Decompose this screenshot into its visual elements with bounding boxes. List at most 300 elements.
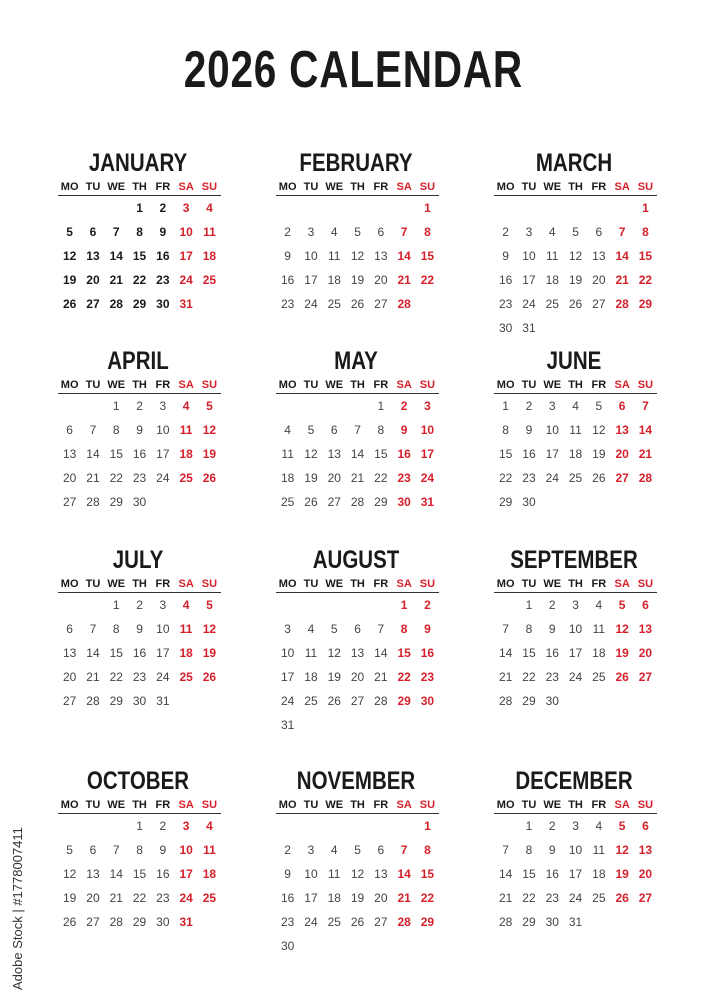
weekday-header: SU	[634, 378, 657, 394]
day-cell: 11	[328, 249, 341, 263]
month-name: JULY	[112, 546, 164, 574]
weekday-header: TU	[517, 180, 540, 196]
day-cell: 21	[498, 891, 513, 905]
day-cell: 5	[66, 225, 73, 239]
day-cell: 29	[132, 297, 147, 311]
day-cell: 10	[568, 843, 583, 857]
day-cell: 15	[109, 447, 123, 461]
day-cell: 6	[66, 423, 73, 437]
weekday-header: MO	[276, 798, 299, 814]
day-cell: 6	[89, 225, 97, 239]
day-cell: 23	[545, 670, 559, 684]
day-cell: 11	[203, 843, 216, 857]
stock-watermark: Adobe Stock | #1778007411	[10, 827, 25, 990]
day-cell: 18	[568, 447, 583, 461]
day-cell: 25	[592, 891, 606, 905]
day-cell: 20	[62, 670, 77, 684]
weekday-header: TH	[128, 180, 151, 196]
empty-cell	[276, 593, 299, 617]
day-cell: 2	[424, 598, 431, 612]
empty-cell	[323, 814, 346, 838]
day-cell: 19	[350, 273, 365, 287]
day-cell: 2	[400, 399, 408, 413]
day-cell: 10	[156, 622, 170, 636]
weekday-header: FR	[369, 577, 392, 593]
day-cell: 2	[548, 598, 556, 612]
weekday-header: WE	[541, 378, 564, 394]
day-cell: 26	[592, 471, 606, 485]
day-cell: 31	[522, 321, 536, 335]
month-name: SEPTEMBER	[510, 546, 638, 574]
weekday-header: TH	[128, 577, 151, 593]
day-cell: 8	[424, 225, 431, 239]
day-cell: 29	[397, 694, 411, 708]
day-cell: 8	[400, 622, 408, 636]
day-cell: 24	[156, 670, 170, 684]
empty-cell	[541, 196, 564, 220]
day-cell: 29	[638, 297, 653, 311]
month-august	[276, 545, 436, 737]
day-cell: 12	[615, 843, 629, 857]
weekday-header: WE	[323, 378, 346, 394]
weekday-header: WE	[541, 180, 564, 196]
day-cell: 6	[66, 622, 73, 636]
weekday-header: SA	[174, 378, 197, 394]
day-cell: 6	[330, 423, 338, 437]
day-cell: 30	[132, 495, 147, 509]
weekday-header: MO	[276, 378, 299, 394]
day-cell: 14	[374, 646, 388, 660]
weekday-header: SU	[416, 378, 439, 394]
day-cell: 8	[424, 843, 431, 857]
day-cell: 2	[525, 399, 533, 413]
day-cell: 19	[615, 867, 629, 881]
month-grid	[494, 577, 654, 713]
weekday-header: FR	[369, 378, 392, 394]
day-cell: 4	[206, 201, 213, 215]
day-cell: 21	[350, 471, 365, 485]
day-cell: 7	[89, 622, 97, 636]
day-cell: 26	[327, 694, 341, 708]
day-cell: 14	[397, 249, 411, 263]
day-cell: 16	[280, 273, 295, 287]
weekday-header: TH	[346, 577, 369, 593]
day-cell: 20	[615, 447, 629, 461]
empty-cell	[346, 196, 369, 220]
weekday-header: MO	[494, 798, 517, 814]
empty-cell	[276, 196, 299, 220]
day-cell: 22	[420, 891, 435, 905]
day-cell: 17	[156, 646, 170, 660]
day-cell: 26	[304, 495, 318, 509]
day-cell: 30	[545, 915, 559, 929]
day-cell: 23	[280, 297, 295, 311]
day-cell: 3	[307, 843, 315, 857]
empty-cell	[58, 593, 81, 617]
day-cell: 1	[136, 201, 143, 215]
day-cell: 24	[420, 471, 435, 485]
day-cell: 10	[179, 843, 193, 857]
day-cell: 19	[62, 891, 77, 905]
day-cell: 5	[206, 598, 213, 612]
day-cell: 30	[132, 694, 147, 708]
weekday-header: MO	[58, 577, 81, 593]
weekday-header: WE	[105, 798, 128, 814]
day-cell: 20	[86, 273, 100, 287]
day-cell: 23	[156, 891, 170, 905]
empty-cell	[346, 814, 369, 838]
day-cell: 2	[548, 819, 556, 833]
day-cell: 5	[618, 819, 626, 833]
day-cell: 6	[642, 819, 649, 833]
weekday-header: TH	[128, 798, 151, 814]
day-cell: 22	[522, 891, 536, 905]
day-cell: 14	[350, 447, 365, 461]
month-grid	[58, 378, 218, 514]
weekday-header: FR	[587, 798, 610, 814]
day-cell: 12	[304, 447, 318, 461]
day-cell: 2	[159, 819, 167, 833]
calendar-title: 2026 CALENDAR	[183, 41, 523, 99]
day-cell: 31	[280, 718, 295, 732]
day-cell: 9	[136, 622, 143, 636]
day-cell: 10	[280, 646, 295, 660]
empty-cell	[58, 814, 81, 838]
day-cell: 7	[618, 225, 626, 239]
day-cell: 14	[498, 867, 513, 881]
day-cell: 25	[202, 891, 217, 905]
weekday-header: FR	[151, 378, 174, 394]
empty-cell	[81, 593, 104, 617]
weekday-header: SA	[174, 180, 197, 196]
day-cell: 14	[638, 423, 653, 437]
day-cell: 15	[498, 447, 513, 461]
day-cell: 18	[592, 867, 606, 881]
month-name: DECEMBER	[515, 767, 633, 795]
day-cell: 16	[545, 867, 559, 881]
day-cell: 14	[498, 646, 513, 660]
day-cell: 7	[112, 225, 120, 239]
day-cell: 28	[86, 495, 100, 509]
day-cell: 9	[159, 225, 167, 239]
empty-cell	[564, 196, 587, 220]
day-cell: 8	[136, 225, 143, 239]
day-cell: 17	[522, 273, 536, 287]
day-cell: 12	[350, 867, 365, 881]
weekday-header: FR	[587, 378, 610, 394]
weekday-header: TH	[564, 798, 587, 814]
day-cell: 16	[156, 249, 170, 263]
day-cell: 28	[397, 915, 411, 929]
weekday-header: SA	[392, 180, 415, 196]
day-cell: 22	[420, 273, 435, 287]
month-grid	[494, 378, 654, 514]
day-cell: 29	[498, 495, 513, 509]
day-cell: 22	[522, 670, 536, 684]
day-cell: 29	[109, 495, 123, 509]
month-grid	[276, 798, 436, 958]
day-cell: 30	[522, 495, 536, 509]
day-cell: 18	[179, 646, 193, 660]
day-cell: 3	[424, 399, 431, 413]
day-cell: 14	[86, 646, 100, 660]
day-cell: 3	[525, 225, 533, 239]
day-cell: 13	[62, 447, 77, 461]
weekday-header: FR	[151, 577, 174, 593]
day-cell: 21	[638, 447, 653, 461]
empty-cell	[105, 814, 128, 838]
weekday-header: SU	[416, 180, 439, 196]
day-cell: 26	[62, 297, 77, 311]
day-cell: 22	[498, 471, 513, 485]
day-cell: 21	[109, 273, 123, 287]
weekday-header: TU	[299, 798, 322, 814]
day-cell: 9	[502, 249, 509, 263]
day-cell: 24	[545, 471, 559, 485]
day-cell: 10	[156, 423, 170, 437]
weekday-header: WE	[323, 577, 346, 593]
day-cell: 17	[179, 249, 193, 263]
day-cell: 22	[374, 471, 388, 485]
day-cell: 14	[109, 867, 123, 881]
empty-cell	[369, 593, 392, 617]
day-cell: 20	[374, 891, 388, 905]
weekday-header: SU	[198, 798, 221, 814]
day-cell: 3	[284, 622, 291, 636]
day-cell: 24	[522, 297, 536, 311]
empty-cell	[392, 196, 415, 220]
day-cell: 20	[592, 273, 606, 287]
day-cell: 26	[615, 670, 629, 684]
day-cell: 1	[377, 399, 385, 413]
day-cell: 19	[350, 891, 365, 905]
day-cell: 10	[304, 249, 318, 263]
day-cell: 9	[400, 423, 408, 437]
day-cell: 1	[112, 399, 120, 413]
weekday-header: WE	[323, 180, 346, 196]
day-cell: 11	[179, 423, 193, 437]
day-cell: 18	[280, 471, 295, 485]
day-cell: 27	[86, 297, 100, 311]
day-cell: 2	[136, 399, 143, 413]
day-cell: 15	[132, 249, 147, 263]
empty-cell	[299, 394, 322, 418]
day-cell: 18	[592, 646, 606, 660]
month-grid	[494, 798, 654, 934]
month-may	[276, 346, 436, 514]
day-cell: 2	[136, 598, 143, 612]
day-cell: 30	[156, 297, 170, 311]
day-cell: 9	[548, 622, 556, 636]
day-cell: 22	[109, 471, 123, 485]
day-cell: 25	[202, 273, 217, 287]
day-cell: 23	[498, 297, 513, 311]
day-cell: 4	[206, 819, 213, 833]
day-cell: 24	[156, 471, 170, 485]
day-cell: 13	[327, 447, 341, 461]
day-cell: 15	[420, 249, 435, 263]
weekday-header: SA	[392, 577, 415, 593]
day-cell: 6	[377, 225, 385, 239]
day-cell: 18	[304, 670, 318, 684]
weekday-header: WE	[541, 577, 564, 593]
day-cell: 20	[374, 273, 388, 287]
empty-cell	[81, 814, 104, 838]
weekday-header: FR	[587, 180, 610, 196]
empty-cell	[276, 814, 299, 838]
day-cell: 28	[109, 915, 123, 929]
day-cell: 22	[132, 891, 147, 905]
day-cell: 13	[638, 622, 653, 636]
day-cell: 25	[545, 297, 559, 311]
day-cell: 23	[522, 471, 536, 485]
day-cell: 4	[307, 622, 315, 636]
day-cell: 22	[132, 273, 147, 287]
day-cell: 28	[638, 471, 653, 485]
day-cell: 23	[132, 670, 147, 684]
day-cell: 30	[420, 694, 435, 708]
day-cell: 13	[350, 646, 365, 660]
weekday-header: TU	[299, 378, 322, 394]
day-cell: 5	[206, 399, 213, 413]
day-cell: 3	[307, 225, 315, 239]
day-cell: 26	[62, 915, 77, 929]
empty-cell	[323, 593, 346, 617]
day-cell: 21	[109, 891, 123, 905]
month-grid	[276, 378, 436, 514]
day-cell: 14	[397, 867, 411, 881]
day-cell: 31	[156, 694, 170, 708]
day-cell: 19	[327, 670, 341, 684]
day-cell: 7	[112, 843, 120, 857]
month-name: MARCH	[535, 149, 613, 177]
weekday-header: TU	[81, 798, 104, 814]
day-cell: 28	[498, 915, 513, 929]
day-cell: 4	[548, 225, 556, 239]
day-cell: 4	[182, 399, 190, 413]
empty-cell	[58, 196, 81, 220]
weekday-header: MO	[58, 378, 81, 394]
day-cell: 1	[502, 399, 509, 413]
day-cell: 25	[592, 670, 606, 684]
day-cell: 12	[615, 622, 629, 636]
day-cell: 11	[328, 867, 341, 881]
day-cell: 7	[502, 622, 509, 636]
day-cell: 16	[280, 891, 295, 905]
month-october	[58, 766, 218, 934]
weekday-header: SU	[198, 577, 221, 593]
day-cell: 26	[350, 297, 365, 311]
weekday-header: SA	[392, 378, 415, 394]
empty-cell	[346, 394, 369, 418]
day-cell: 16	[498, 273, 513, 287]
day-cell: 10	[545, 423, 559, 437]
empty-cell	[81, 196, 104, 220]
weekday-header: SA	[174, 798, 197, 814]
day-cell: 7	[354, 423, 361, 437]
day-cell: 5	[618, 598, 626, 612]
day-cell: 28	[86, 694, 100, 708]
day-cell: 5	[572, 225, 579, 239]
day-cell: 29	[109, 694, 123, 708]
day-cell: 23	[156, 273, 170, 287]
day-cell: 5	[66, 843, 73, 857]
weekday-header: TU	[299, 180, 322, 196]
day-cell: 24	[568, 670, 583, 684]
day-cell: 30	[280, 939, 295, 953]
day-cell: 12	[592, 423, 606, 437]
day-cell: 15	[420, 867, 435, 881]
day-cell: 26	[202, 471, 217, 485]
weekday-header: TU	[517, 577, 540, 593]
day-cell: 27	[592, 297, 606, 311]
day-cell: 1	[400, 598, 408, 612]
day-cell: 16	[156, 867, 170, 881]
day-cell: 14	[109, 249, 123, 263]
empty-cell	[323, 394, 346, 418]
empty-cell	[299, 593, 322, 617]
day-cell: 13	[374, 249, 388, 263]
day-cell: 6	[89, 843, 97, 857]
day-cell: 23	[545, 891, 559, 905]
day-cell: 3	[159, 399, 167, 413]
month-april	[58, 346, 218, 514]
day-cell: 3	[182, 819, 190, 833]
day-cell: 5	[307, 423, 315, 437]
day-cell: 12	[327, 646, 341, 660]
day-cell: 18	[545, 273, 559, 287]
weekday-header: TU	[299, 577, 322, 593]
day-cell: 7	[377, 622, 385, 636]
day-cell: 5	[330, 622, 338, 636]
day-cell: 17	[420, 447, 435, 461]
day-cell: 5	[595, 399, 603, 413]
day-cell: 27	[86, 915, 100, 929]
day-cell: 16	[522, 447, 536, 461]
day-cell: 20	[638, 646, 653, 660]
day-cell: 9	[284, 249, 291, 263]
weekday-header: SU	[416, 798, 439, 814]
day-cell: 1	[136, 819, 143, 833]
day-cell: 12	[350, 249, 365, 263]
day-cell: 9	[159, 843, 167, 857]
day-cell: 21	[397, 891, 411, 905]
day-cell: 16	[420, 646, 435, 660]
empty-cell	[369, 196, 392, 220]
empty-cell	[323, 196, 346, 220]
day-cell: 30	[498, 321, 513, 335]
day-cell: 17	[545, 447, 559, 461]
day-cell: 1	[424, 819, 431, 833]
day-cell: 10	[179, 225, 193, 239]
day-cell: 26	[202, 670, 217, 684]
day-cell: 22	[109, 670, 123, 684]
day-cell: 27	[62, 495, 77, 509]
day-cell: 27	[638, 670, 653, 684]
day-cell: 9	[424, 622, 431, 636]
day-cell: 11	[592, 622, 606, 636]
day-cell: 20	[62, 471, 77, 485]
weekday-header: TH	[564, 577, 587, 593]
day-cell: 17	[568, 867, 583, 881]
day-cell: 30	[397, 495, 411, 509]
empty-cell	[299, 196, 322, 220]
weekday-header: MO	[494, 378, 517, 394]
weekday-header: TU	[517, 798, 540, 814]
day-cell: 21	[86, 471, 100, 485]
month-grid	[58, 798, 218, 934]
day-cell: 19	[304, 471, 318, 485]
